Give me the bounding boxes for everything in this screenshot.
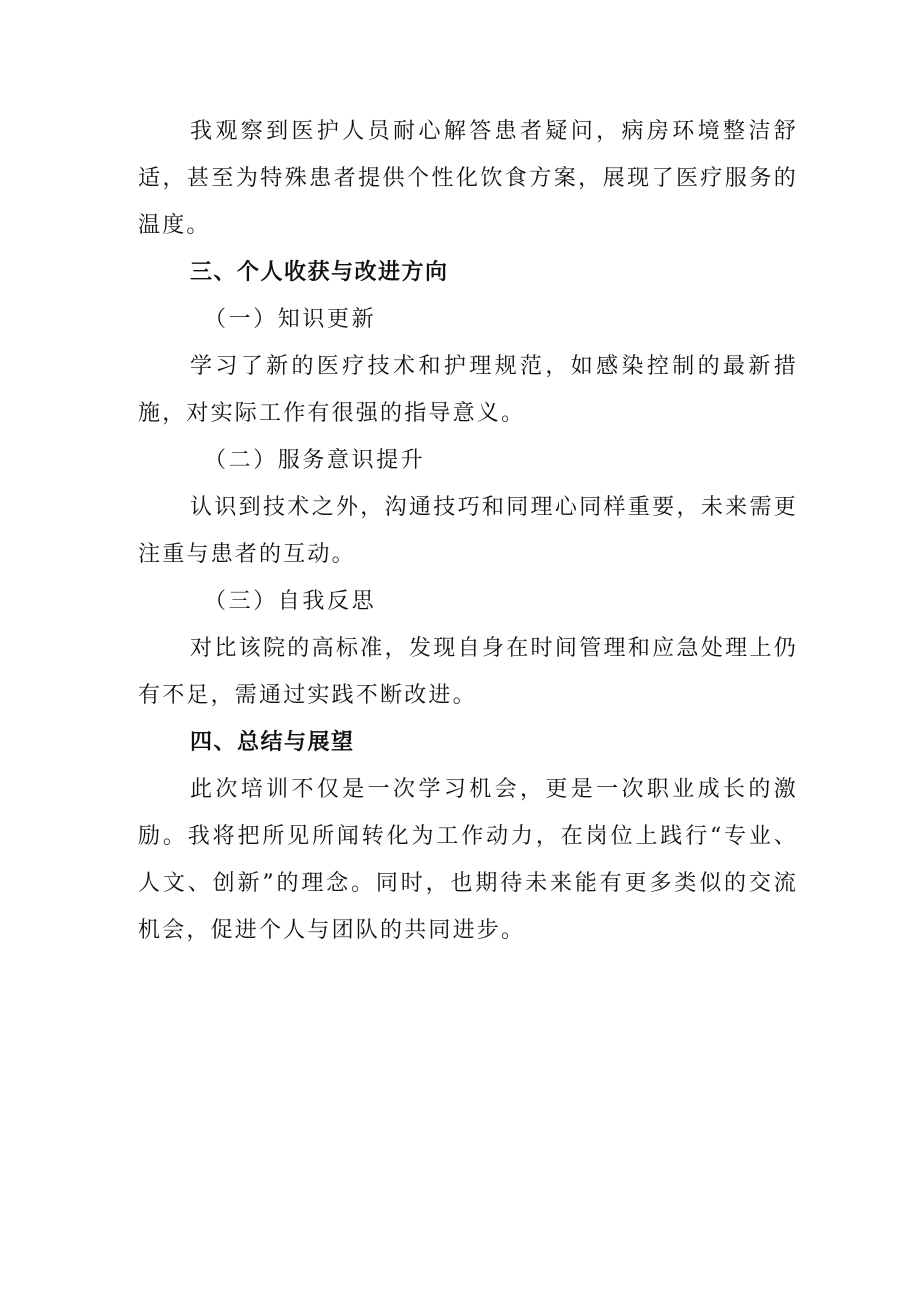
paragraph-service: 认识到技术之外，沟通技巧和同理心同样重要，未来需更注重与患者的互动。 <box>138 495 798 567</box>
paragraph-knowledge: 学习了新的医疗技术和护理规范，如感染控制的最新措施，对实际工作有很强的指导意义。 <box>138 354 798 426</box>
document-body <box>138 108 798 954</box>
subheading-service: （二）服务意识提升 <box>204 448 426 473</box>
subheading-knowledge: （一）知识更新 <box>204 307 377 332</box>
subheading-reflection: （三）自我反思 <box>204 589 377 614</box>
section-heading-summary: 四、总结与展望 <box>190 730 355 755</box>
section-heading-gains: 三、个人收获与改进方向 <box>190 260 449 285</box>
paragraph-observation: 我观察到医护人员耐心解答患者疑问，病房环境整洁舒适，甚至为特殊患者提供个性化饮食方案，展现了医疗服务的温度。 <box>138 119 798 238</box>
paragraph-reflection: 对比该院的高标准，发现自身在时间管理和应急处理上仍有不足，需通过实践不断改进。 <box>138 636 798 708</box>
paragraph-summary: 此次培训不仅是一次学习机会，更是一次职业成长的激励。我将把所见所闻转化为工作动力，在岗位上践行“专业、人文、创新”的理念。同时，也期待未来能有更多类似的交流机会，促进个人与团队的共同进步。 <box>138 777 798 943</box>
